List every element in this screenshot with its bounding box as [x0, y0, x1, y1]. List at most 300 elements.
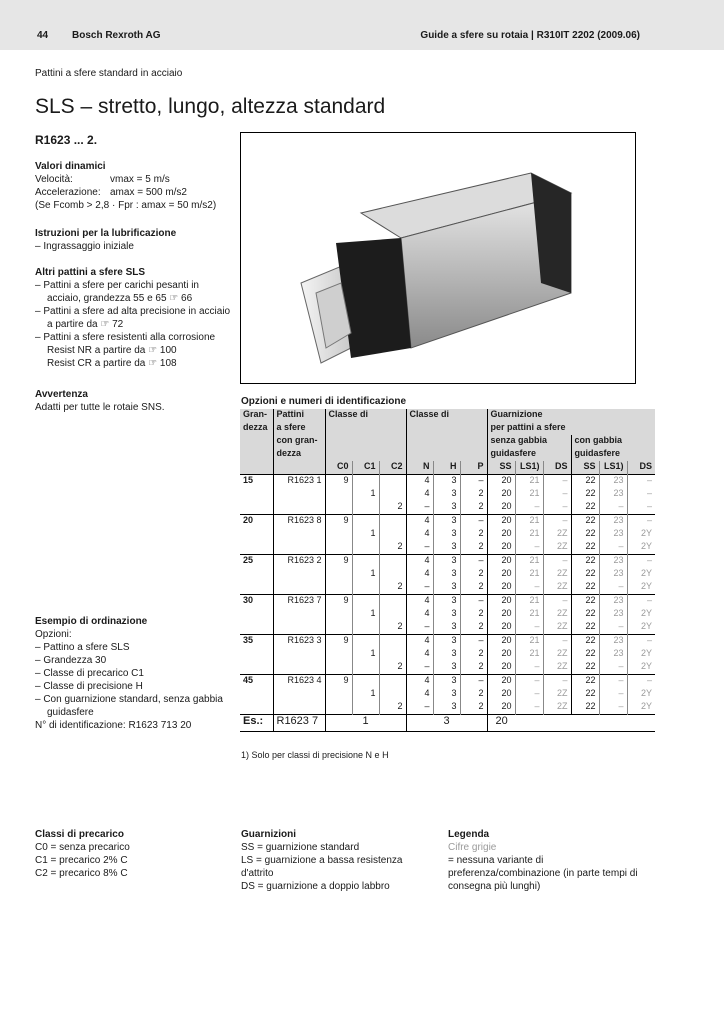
value-cell: 22 — [571, 661, 599, 675]
value-cell: 2Z — [543, 621, 571, 635]
value-cell: 3 — [433, 701, 460, 715]
size-cell — [240, 581, 273, 595]
value-cell: 22 — [571, 475, 599, 489]
value-cell: 2 — [460, 701, 487, 715]
value-cell: 3 — [433, 688, 460, 701]
value-cell: 22 — [571, 568, 599, 581]
acceleration-value: amax = 500 m/s2 — [110, 187, 187, 198]
column-header: LS1) — [515, 461, 543, 475]
value-cell: 4 — [406, 608, 433, 621]
value-cell: – — [515, 688, 543, 701]
code-cell: R1623 4 — [273, 675, 325, 689]
value-cell: 2Y — [627, 688, 655, 701]
company-name: Bosch Rexroth AG — [72, 30, 161, 41]
preload-heading: Classi di precarico — [35, 829, 124, 840]
table-row — [240, 475, 655, 489]
value-cell: 9 — [325, 515, 352, 529]
code-cell — [273, 528, 325, 541]
value-cell: 2 — [460, 541, 487, 555]
value-cell — [352, 635, 379, 649]
ordering-example — [35, 615, 235, 732]
value-cell: 2Y — [627, 701, 655, 715]
example-precision: 3 — [406, 715, 487, 732]
value-cell: 20 — [487, 688, 515, 701]
value-cell: 21 — [515, 475, 543, 489]
value-cell: 2Z — [543, 701, 571, 715]
value-cell: 20 — [487, 475, 515, 489]
value-cell: 21 — [515, 608, 543, 621]
legend — [448, 828, 638, 893]
code-cell — [273, 701, 325, 715]
table-row — [240, 541, 655, 555]
value-cell: 2Y — [627, 608, 655, 621]
value-cell: 4 — [406, 595, 433, 609]
header-cell: guidasfere — [487, 448, 571, 461]
dynamic-values-heading: Valori dinamici — [35, 161, 106, 172]
size-cell — [240, 488, 273, 501]
header-cell: a sfere — [273, 422, 325, 435]
value-cell: 1 — [352, 528, 379, 541]
value-cell: – — [627, 488, 655, 501]
value-cell: – — [627, 501, 655, 515]
column-header: H — [433, 461, 460, 475]
value-cell: 2 — [460, 648, 487, 661]
value-cell — [352, 515, 379, 529]
value-cell: – — [543, 555, 571, 569]
value-cell: 4 — [406, 528, 433, 541]
value-cell: 20 — [487, 488, 515, 501]
value-cell: 23 — [599, 608, 627, 621]
value-cell: 2 — [460, 501, 487, 515]
value-cell: 20 — [487, 621, 515, 635]
preload-classes — [35, 828, 130, 880]
value-cell: – — [406, 701, 433, 715]
value-cell: – — [406, 581, 433, 595]
page-title: SLS – stretto, lungo, altezza standard — [35, 95, 386, 118]
value-cell — [379, 595, 406, 609]
value-cell — [352, 621, 379, 635]
column-header: DS — [543, 461, 571, 475]
value-cell — [352, 555, 379, 569]
column-header: SS — [487, 461, 515, 475]
header-cell — [273, 461, 325, 475]
page-number: 44 — [37, 30, 49, 41]
value-cell: 20 — [487, 501, 515, 515]
value-cell — [352, 661, 379, 675]
header-cell — [240, 448, 273, 461]
identification-table — [240, 409, 655, 732]
table-row — [240, 595, 655, 609]
runner-block-illustration — [241, 133, 635, 383]
value-cell: 21 — [515, 528, 543, 541]
value-cell: 22 — [571, 701, 599, 715]
code-cell: R1623 3 — [273, 635, 325, 649]
header-cell — [406, 448, 487, 461]
code-cell — [273, 621, 325, 635]
value-cell: 2Z — [543, 688, 571, 701]
value-cell: – — [460, 675, 487, 689]
header-cell: senza gabbia — [487, 435, 571, 448]
preload-item: C2 = precarico 8% C — [35, 868, 128, 879]
code-cell: R1623 8 — [273, 515, 325, 529]
header-cell: Gran- — [240, 409, 273, 422]
value-cell: – — [515, 675, 543, 689]
value-cell: – — [627, 675, 655, 689]
lubrication-heading: Istruzioni per la lubrificazione — [35, 228, 177, 239]
value-cell — [379, 515, 406, 529]
value-cell: – — [515, 621, 543, 635]
header-cell — [406, 435, 487, 448]
ordering-item: Opzioni: — [35, 629, 72, 640]
value-cell — [352, 675, 379, 689]
value-cell: – — [515, 661, 543, 675]
value-cell: 2 — [460, 661, 487, 675]
value-cell: – — [515, 701, 543, 715]
value-cell: 22 — [571, 608, 599, 621]
value-cell: 2Y — [627, 568, 655, 581]
value-cell: 2Y — [627, 528, 655, 541]
table-title: Opzioni e numeri di identificazione — [241, 396, 407, 407]
value-cell: 20 — [487, 515, 515, 529]
table-row — [240, 608, 655, 621]
other-item: – Pattini a sfere resistenti alla corrosione Resist NR a partire da ☞ 100 — [35, 332, 216, 356]
value-cell: 3 — [433, 635, 460, 649]
value-cell: 4 — [406, 648, 433, 661]
header-cell: con gabbia — [571, 435, 655, 448]
value-cell: 3 — [433, 528, 460, 541]
value-cell: 2Y — [627, 541, 655, 555]
value-cell: 2Z — [543, 648, 571, 661]
seals-heading: Guarnizioni — [241, 829, 296, 840]
table-row — [240, 661, 655, 675]
other-item: Resist CR a partire da ☞ 108 — [47, 358, 177, 369]
size-cell — [240, 608, 273, 621]
size-cell — [240, 701, 273, 715]
value-cell: 22 — [571, 581, 599, 595]
value-cell: 9 — [325, 555, 352, 569]
value-cell — [379, 555, 406, 569]
code-cell — [273, 648, 325, 661]
value-cell: 3 — [433, 621, 460, 635]
ordering-item: – Grandezza 30 — [35, 655, 107, 666]
value-cell: 21 — [515, 515, 543, 529]
lubrication — [35, 227, 235, 253]
value-cell: 3 — [433, 515, 460, 529]
value-cell: 20 — [487, 528, 515, 541]
value-cell: 3 — [433, 648, 460, 661]
value-cell — [379, 488, 406, 501]
value-cell: 22 — [571, 688, 599, 701]
value-cell: 22 — [571, 541, 599, 555]
size-cell — [240, 568, 273, 581]
value-cell: 20 — [487, 635, 515, 649]
value-cell: 4 — [406, 688, 433, 701]
value-cell: 23 — [599, 515, 627, 529]
ordering-heading: Esempio di ordinazione — [35, 616, 148, 627]
value-cell — [325, 488, 352, 501]
document-reference: Guide a sfere su rotaia | R310IT 2202 (2009.06) — [420, 30, 640, 41]
value-cell — [379, 635, 406, 649]
value-cell: 4 — [406, 515, 433, 529]
value-cell: 22 — [571, 501, 599, 515]
value-cell: 3 — [433, 541, 460, 555]
column-header: LS1) — [599, 461, 627, 475]
value-cell — [325, 568, 352, 581]
value-cell: 4 — [406, 568, 433, 581]
header-cell: guidasfere — [571, 448, 655, 461]
value-cell: 2Z — [543, 541, 571, 555]
code-cell — [273, 541, 325, 555]
value-cell: 21 — [515, 595, 543, 609]
size-cell: 20 — [240, 515, 273, 529]
value-cell — [379, 675, 406, 689]
value-cell: 23 — [599, 595, 627, 609]
acceleration-note: (Se Fcomb > 2,8 · Fpr : amax = 50 m/s2) — [35, 200, 217, 211]
example-seal: 20 — [487, 715, 655, 732]
value-cell — [379, 688, 406, 701]
value-cell: 21 — [515, 648, 543, 661]
value-cell: 21 — [515, 555, 543, 569]
header-cell — [240, 461, 273, 475]
code-cell: R1623 7 — [273, 595, 325, 609]
code-cell — [273, 568, 325, 581]
page-header — [0, 0, 724, 50]
value-cell: 3 — [433, 661, 460, 675]
value-cell: 3 — [433, 581, 460, 595]
value-cell: 2 — [379, 661, 406, 675]
acceleration-label: Accelerazione: — [35, 187, 101, 198]
value-cell: – — [599, 621, 627, 635]
seals — [241, 828, 426, 893]
preload-item: C0 = senza precarico — [35, 842, 130, 853]
other-item: – Pattini a sfere ad alta precisione in acciaio a partire da ☞ 72 — [35, 306, 231, 330]
table-row — [240, 701, 655, 715]
product-code: R1623 ... 2. — [35, 133, 98, 147]
value-cell: 2Z — [543, 581, 571, 595]
value-cell: 2 — [379, 501, 406, 515]
header-row — [240, 448, 655, 461]
ordering-item: N° di identificazione: R1623 713 20 — [35, 720, 192, 731]
value-cell: 21 — [515, 635, 543, 649]
value-cell: 22 — [571, 621, 599, 635]
value-cell: 3 — [433, 675, 460, 689]
code-cell — [273, 581, 325, 595]
value-cell: 2 — [379, 581, 406, 595]
code-cell — [273, 501, 325, 515]
code-cell — [273, 688, 325, 701]
value-cell: 20 — [487, 541, 515, 555]
value-cell: 23 — [599, 635, 627, 649]
value-cell: 3 — [433, 568, 460, 581]
value-cell: 20 — [487, 608, 515, 621]
value-cell — [352, 501, 379, 515]
value-cell: 21 — [515, 488, 543, 501]
value-cell: – — [627, 515, 655, 529]
value-cell: – — [543, 488, 571, 501]
value-cell: 20 — [487, 701, 515, 715]
seals-item: SS = guarnizione standard — [241, 842, 360, 853]
value-cell: 2Y — [627, 661, 655, 675]
size-cell — [240, 688, 273, 701]
value-cell: 2Z — [543, 608, 571, 621]
size-cell — [240, 528, 273, 541]
value-cell: – — [599, 688, 627, 701]
value-cell — [379, 568, 406, 581]
size-cell — [240, 541, 273, 555]
value-cell: 2 — [460, 621, 487, 635]
header-cell — [325, 448, 406, 461]
example-label: Es.: — [240, 715, 273, 732]
value-cell — [352, 541, 379, 555]
value-cell: – — [627, 475, 655, 489]
table-row — [240, 515, 655, 529]
value-cell: 1 — [352, 688, 379, 701]
value-cell: 22 — [571, 555, 599, 569]
header-cell — [406, 422, 487, 435]
example-code: R1623 7 — [273, 715, 325, 732]
value-cell: 20 — [487, 581, 515, 595]
value-cell: – — [599, 661, 627, 675]
value-cell — [325, 648, 352, 661]
value-cell: 3 — [433, 555, 460, 569]
table-row — [240, 501, 655, 515]
value-cell: 22 — [571, 515, 599, 529]
table-row — [240, 621, 655, 635]
value-cell — [325, 528, 352, 541]
value-cell: 4 — [406, 555, 433, 569]
value-cell: 22 — [571, 648, 599, 661]
table-row — [240, 635, 655, 649]
header-cell — [325, 435, 406, 448]
value-cell — [379, 608, 406, 621]
value-cell: 4 — [406, 675, 433, 689]
value-cell: 2Y — [627, 621, 655, 635]
value-cell — [325, 501, 352, 515]
value-cell: 1 — [352, 568, 379, 581]
size-cell: 15 — [240, 475, 273, 489]
value-cell: 23 — [599, 568, 627, 581]
value-cell: 3 — [433, 501, 460, 515]
ordering-item: – Pattino a sfere SLS — [35, 642, 130, 653]
preload-item: C1 = precarico 2% C — [35, 855, 128, 866]
code-cell — [273, 488, 325, 501]
value-cell: 20 — [487, 648, 515, 661]
header-cell: per pattini a sfere — [487, 422, 655, 435]
column-header: P — [460, 461, 487, 475]
value-cell: – — [406, 661, 433, 675]
value-cell: 2 — [460, 688, 487, 701]
value-cell — [325, 688, 352, 701]
value-cell: 2Z — [543, 661, 571, 675]
ordering-item: – Classe di precarico C1 — [35, 668, 144, 679]
seals-item: DS = guarnizione a doppio labbro — [241, 881, 390, 892]
warning-text: Adatti per tutte le rotaie SNS. — [35, 402, 165, 413]
size-cell: 25 — [240, 555, 273, 569]
value-cell: 23 — [599, 475, 627, 489]
value-cell: 9 — [325, 475, 352, 489]
example-row — [240, 715, 655, 732]
size-cell: 45 — [240, 675, 273, 689]
seals-item: LS = guarnizione a bassa resistenza d'attrito — [241, 855, 403, 879]
value-cell: 3 — [433, 475, 460, 489]
header-row — [240, 435, 655, 448]
value-cell: 3 — [433, 595, 460, 609]
header-row — [240, 409, 655, 422]
value-cell: – — [543, 595, 571, 609]
value-cell: 9 — [325, 635, 352, 649]
value-cell: 9 — [325, 595, 352, 609]
column-header: C2 — [379, 461, 406, 475]
value-cell: 20 — [487, 595, 515, 609]
value-cell — [379, 648, 406, 661]
value-cell: – — [460, 475, 487, 489]
value-cell: 21 — [515, 568, 543, 581]
value-cell: 20 — [487, 675, 515, 689]
velocity-value: vmax = 5 m/s — [110, 174, 170, 185]
value-cell — [352, 581, 379, 595]
header-row — [240, 461, 655, 475]
table-footnote: 1) Solo per classi di precisione N e H — [241, 750, 389, 760]
example-preload: 1 — [325, 715, 406, 732]
value-cell: – — [627, 555, 655, 569]
value-cell — [352, 701, 379, 715]
header-cell — [240, 435, 273, 448]
value-cell: 2Z — [543, 528, 571, 541]
column-header: C0 — [325, 461, 352, 475]
value-cell: 1 — [352, 648, 379, 661]
size-cell — [240, 648, 273, 661]
value-cell: – — [599, 675, 627, 689]
value-cell — [352, 475, 379, 489]
table-row — [240, 488, 655, 501]
value-cell — [379, 475, 406, 489]
value-cell: – — [460, 595, 487, 609]
dynamic-values — [35, 160, 235, 212]
code-cell: R1623 2 — [273, 555, 325, 569]
value-cell: – — [406, 621, 433, 635]
velocity-label: Velocità: — [35, 174, 73, 185]
legend-grey-digits: Cifre grigie — [448, 842, 497, 853]
value-cell: 23 — [599, 555, 627, 569]
value-cell: 2 — [379, 701, 406, 715]
size-cell: 35 — [240, 635, 273, 649]
value-cell: 4 — [406, 635, 433, 649]
column-header: N — [406, 461, 433, 475]
column-header: C1 — [352, 461, 379, 475]
value-cell: – — [543, 675, 571, 689]
ordering-item: – Con guarnizione standard, senza gabbia guidasfere — [35, 694, 223, 718]
header-cell: con gran- — [273, 435, 325, 448]
code-cell — [273, 661, 325, 675]
value-cell: 3 — [433, 488, 460, 501]
value-cell — [325, 621, 352, 635]
header-cell: Classe di — [325, 409, 406, 422]
other-item: – Pattini a sfere per carichi pesanti in acciaio, grandezza 55 e 65 ☞ 66 — [35, 280, 199, 304]
value-cell — [379, 528, 406, 541]
value-cell: 2Z — [543, 568, 571, 581]
value-cell: 2 — [460, 488, 487, 501]
value-cell: 2 — [460, 608, 487, 621]
table-row — [240, 555, 655, 569]
value-cell: – — [460, 635, 487, 649]
size-cell — [240, 621, 273, 635]
column-header: DS — [627, 461, 655, 475]
header-cell: dezza — [240, 422, 273, 435]
header-cell: dezza — [273, 448, 325, 461]
ordering-item: – Classe di precisione H — [35, 681, 143, 692]
value-cell — [325, 541, 352, 555]
value-cell — [325, 701, 352, 715]
